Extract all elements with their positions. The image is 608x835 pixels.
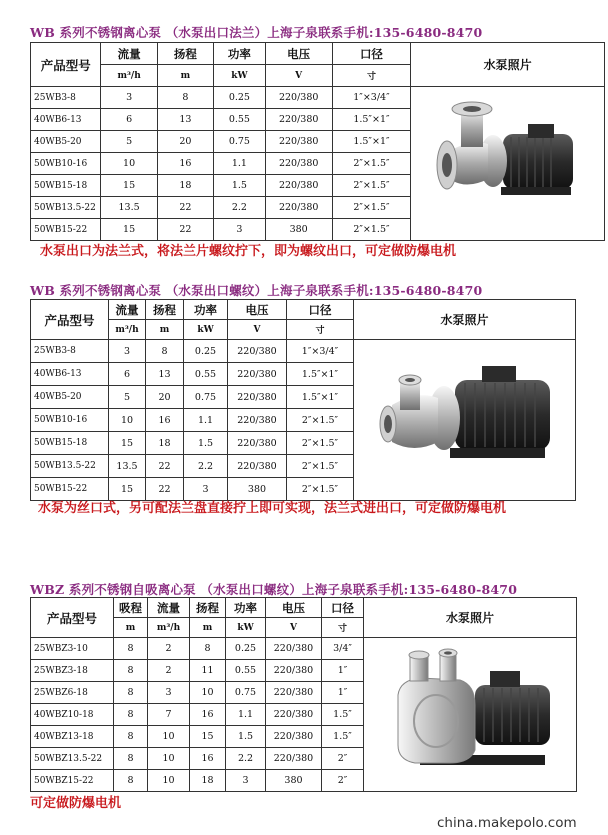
- voltage-cell: 220/380: [228, 386, 287, 409]
- caliber-cell: 2″×1.5″: [332, 175, 411, 197]
- flow-cell: 13.5: [109, 455, 146, 478]
- voltage-cell: 220/380: [265, 175, 332, 197]
- head-cell: 20: [146, 386, 184, 409]
- head-header: 扬程: [190, 598, 226, 618]
- flow-cell: 13.5: [101, 197, 157, 219]
- voltage-cell: 220/380: [265, 153, 332, 175]
- caliber-cell: 1″×3/4″: [287, 340, 354, 363]
- power-cell: 0.25: [184, 340, 228, 363]
- caliber-cell: 2″×1.5″: [332, 219, 411, 241]
- self-priming-pump-image: [380, 645, 560, 785]
- head-cell: 22: [157, 219, 213, 241]
- head-unit: m: [146, 320, 184, 340]
- voltage-cell: 220/380: [265, 87, 332, 109]
- caliber-cell: 1.5″: [322, 726, 364, 748]
- section-3-note: 可定做防爆电机: [30, 796, 122, 811]
- flow-cell: 15: [109, 432, 146, 455]
- head-cell: 13: [157, 109, 213, 131]
- flow-cell: 3: [109, 340, 146, 363]
- section-1-note: 水泵出口为法兰式，将法兰片螺纹拧下，即为螺纹出口，可定做防爆电机: [40, 244, 457, 259]
- head-cell: 11: [190, 660, 226, 682]
- voltage-cell: 220/380: [266, 660, 322, 682]
- power-header: 功率: [214, 43, 266, 65]
- voltage-cell: 220/380: [266, 638, 322, 660]
- model-cell: 25WBZ3-18: [31, 660, 114, 682]
- model-header: 产品型号: [31, 598, 114, 638]
- flow-unit: m³/h: [109, 320, 146, 340]
- power-cell: 1.1: [214, 153, 266, 175]
- head-cell: 8: [146, 340, 184, 363]
- head-unit: m: [190, 618, 226, 638]
- caliber-cell: 2″×1.5″: [287, 432, 354, 455]
- model-header: 产品型号: [31, 43, 101, 87]
- caliber-cell: 2″: [322, 748, 364, 770]
- voltage-cell: 220/380: [228, 340, 287, 363]
- caliber-unit: 寸: [332, 65, 411, 87]
- model-cell: 50WB15-18: [31, 175, 101, 197]
- caliber-header: 口径: [287, 300, 354, 320]
- caliber-cell: 1″: [322, 682, 364, 704]
- section-1-title: WB 系列不锈钢离心泵 （水泵出口法兰）上海子泉联系手机:135-6480-8470: [30, 25, 483, 40]
- suction-cell: 8: [114, 660, 148, 682]
- suction-cell: 8: [114, 770, 148, 792]
- suction-cell: 8: [114, 726, 148, 748]
- caliber-header: 口径: [322, 598, 364, 618]
- flow-cell: 3: [148, 682, 190, 704]
- pump-photo-flange: [411, 87, 605, 241]
- head-cell: 13: [146, 363, 184, 386]
- caliber-cell: 2″×1.5″: [332, 153, 411, 175]
- power-cell: 3: [226, 770, 266, 792]
- suction-cell: 8: [114, 682, 148, 704]
- model-cell: 50WB13.5-22: [31, 197, 101, 219]
- section-3-title: WBZ 系列不锈钢自吸离心泵 （水泵出口螺纹）上海子泉联系手机:135-6480-8470: [30, 582, 518, 597]
- caliber-cell: 1.5″×1″: [332, 109, 411, 131]
- head-cell: 22: [157, 197, 213, 219]
- suction-cell: 8: [114, 704, 148, 726]
- voltage-cell: 220/380: [265, 197, 332, 219]
- voltage-cell: 220/380: [228, 432, 287, 455]
- power-cell: 0.75: [226, 682, 266, 704]
- pump-photo-thread: [354, 340, 576, 501]
- voltage-unit: V: [265, 65, 332, 87]
- power-cell: 0.55: [184, 363, 228, 386]
- model-cell: 25WBZ6-18: [31, 682, 114, 704]
- head-cell: 18: [157, 175, 213, 197]
- flow-cell: 10: [101, 153, 157, 175]
- voltage-cell: 220/380: [265, 109, 332, 131]
- flow-cell: 6: [109, 363, 146, 386]
- model-cell: 50WB13.5-22: [31, 455, 109, 478]
- section-3-spec-table: [30, 597, 577, 792]
- model-cell: 50WB15-22: [31, 478, 109, 501]
- caliber-cell: 2″×1.5″: [287, 478, 354, 501]
- flow-cell: 7: [148, 704, 190, 726]
- flow-unit: m³/h: [101, 65, 157, 87]
- power-unit: kW: [214, 65, 266, 87]
- voltage-unit: V: [266, 618, 322, 638]
- caliber-cell: 1″×3/4″: [332, 87, 411, 109]
- power-cell: 0.25: [226, 638, 266, 660]
- power-cell: 2.2: [184, 455, 228, 478]
- caliber-cell: 1.5″: [322, 704, 364, 726]
- flow-cell: 5: [101, 131, 157, 153]
- power-cell: 3: [184, 478, 228, 501]
- power-cell: 2.2: [226, 748, 266, 770]
- voltage-cell: 380: [228, 478, 287, 501]
- watermark: china.makepolo.com: [437, 815, 577, 831]
- voltage-cell: 220/380: [228, 455, 287, 478]
- flow-cell: 6: [101, 109, 157, 131]
- model-cell: 40WB6-13: [31, 109, 101, 131]
- model-cell: 50WB10-16: [31, 409, 109, 432]
- photo-header: 水泵照片: [364, 598, 577, 638]
- model-cell: 40WB6-13: [31, 363, 109, 386]
- voltage-cell: 220/380: [265, 131, 332, 153]
- voltage-cell: 220/380: [228, 363, 287, 386]
- head-cell: 15: [190, 726, 226, 748]
- power-cell: 1.5: [214, 175, 266, 197]
- head-cell: 18: [146, 432, 184, 455]
- caliber-cell: 1.5″×1″: [287, 363, 354, 386]
- voltage-unit: V: [228, 320, 287, 340]
- flow-cell: 3: [101, 87, 157, 109]
- head-header: 扬程: [157, 43, 213, 65]
- flow-header: 流量: [148, 598, 190, 618]
- power-cell: 1.5: [184, 432, 228, 455]
- photo-header: 水泵照片: [411, 43, 605, 87]
- model-cell: 25WBZ3-10: [31, 638, 114, 660]
- voltage-cell: 220/380: [266, 704, 322, 726]
- flow-cell: 10: [109, 409, 146, 432]
- head-cell: 16: [146, 409, 184, 432]
- model-cell: 50WB10-16: [31, 153, 101, 175]
- caliber-cell: 3/4″: [322, 638, 364, 660]
- model-cell: 40WB5-20: [31, 386, 109, 409]
- model-cell: 40WB5-20: [31, 131, 101, 153]
- power-cell: 1.5: [226, 726, 266, 748]
- power-cell: 0.55: [226, 660, 266, 682]
- flow-cell: 15: [101, 175, 157, 197]
- head-cell: 20: [157, 131, 213, 153]
- section-2-title: WB 系列不锈钢离心泵 （水泵出口螺纹）上海子泉联系手机:135-6480-8470: [30, 283, 483, 298]
- voltage-cell: 220/380: [266, 682, 322, 704]
- power-unit: kW: [226, 618, 266, 638]
- section-1-spec-table: [30, 42, 605, 241]
- caliber-cell: 2″×1.5″: [287, 455, 354, 478]
- caliber-unit: 寸: [322, 618, 364, 638]
- power-cell: 1.1: [184, 409, 228, 432]
- flow-cell: 10: [148, 770, 190, 792]
- model-cell: 40WBZ10-18: [31, 704, 114, 726]
- head-cell: 16: [190, 704, 226, 726]
- head-cell: 22: [146, 478, 184, 501]
- caliber-cell: 2″×1.5″: [287, 409, 354, 432]
- caliber-unit: 寸: [287, 320, 354, 340]
- voltage-cell: 220/380: [266, 726, 322, 748]
- photo-header: 水泵照片: [354, 300, 576, 340]
- flow-cell: 10: [148, 726, 190, 748]
- model-cell: 25WB3-8: [31, 340, 109, 363]
- caliber-cell: 1.5″×1″: [332, 131, 411, 153]
- suction-header: 吸程: [114, 598, 148, 618]
- model-cell: 50WBZ15-22: [31, 770, 114, 792]
- section-2-note: 水泵为丝口式，另可配法兰盘直接拧上即可实现，法兰式进出口，可定做防爆电机: [38, 501, 507, 516]
- model-cell: 50WB15-22: [31, 219, 101, 241]
- caliber-cell: 1.5″×1″: [287, 386, 354, 409]
- model-cell: 25WB3-8: [31, 87, 101, 109]
- table-row: [31, 340, 576, 363]
- caliber-cell: 1″: [322, 660, 364, 682]
- suction-cell: 8: [114, 638, 148, 660]
- head-cell: 22: [146, 455, 184, 478]
- power-cell: 2.2: [214, 197, 266, 219]
- head-cell: 16: [190, 748, 226, 770]
- flow-cell: 15: [109, 478, 146, 501]
- head-cell: 8: [190, 638, 226, 660]
- power-cell: 1.1: [226, 704, 266, 726]
- power-header: 功率: [226, 598, 266, 618]
- flow-cell: 10: [148, 748, 190, 770]
- flange-pump-image: [433, 99, 583, 229]
- voltage-cell: 220/380: [266, 748, 322, 770]
- power-header: 功率: [184, 300, 228, 320]
- model-cell: 50WB15-18: [31, 432, 109, 455]
- power-cell: 0.75: [184, 386, 228, 409]
- power-cell: 0.75: [214, 131, 266, 153]
- head-cell: 8: [157, 87, 213, 109]
- voltage-cell: 380: [266, 770, 322, 792]
- flow-cell: 5: [109, 386, 146, 409]
- head-cell: 18: [190, 770, 226, 792]
- section-2-spec-table: [30, 299, 576, 501]
- voltage-cell: 220/380: [228, 409, 287, 432]
- flow-header: 流量: [101, 43, 157, 65]
- power-cell: 0.25: [214, 87, 266, 109]
- power-cell: 0.55: [214, 109, 266, 131]
- caliber-cell: 2″: [322, 770, 364, 792]
- head-unit: m: [157, 65, 213, 87]
- model-cell: 50WBZ13.5-22: [31, 748, 114, 770]
- power-unit: kW: [184, 320, 228, 340]
- voltage-cell: 380: [265, 219, 332, 241]
- head-cell: 10: [190, 682, 226, 704]
- head-header: 扬程: [146, 300, 184, 320]
- flow-cell: 15: [101, 219, 157, 241]
- voltage-header: 电压: [266, 598, 322, 618]
- flow-cell: 2: [148, 660, 190, 682]
- caliber-cell: 2″×1.5″: [332, 197, 411, 219]
- flow-header: 流量: [109, 300, 146, 320]
- model-cell: 40WBZ13-18: [31, 726, 114, 748]
- thread-pump-image: [370, 350, 560, 490]
- voltage-header: 电压: [228, 300, 287, 320]
- table-row: [31, 638, 577, 660]
- power-cell: 3: [214, 219, 266, 241]
- voltage-header: 电压: [265, 43, 332, 65]
- head-cell: 16: [157, 153, 213, 175]
- caliber-header: 口径: [332, 43, 411, 65]
- suction-unit: m: [114, 618, 148, 638]
- model-header: 产品型号: [31, 300, 109, 340]
- flow-unit: m³/h: [148, 618, 190, 638]
- suction-cell: 8: [114, 748, 148, 770]
- table-row: [31, 87, 605, 109]
- pump-photo-self-priming: [364, 638, 577, 792]
- flow-cell: 2: [148, 638, 190, 660]
